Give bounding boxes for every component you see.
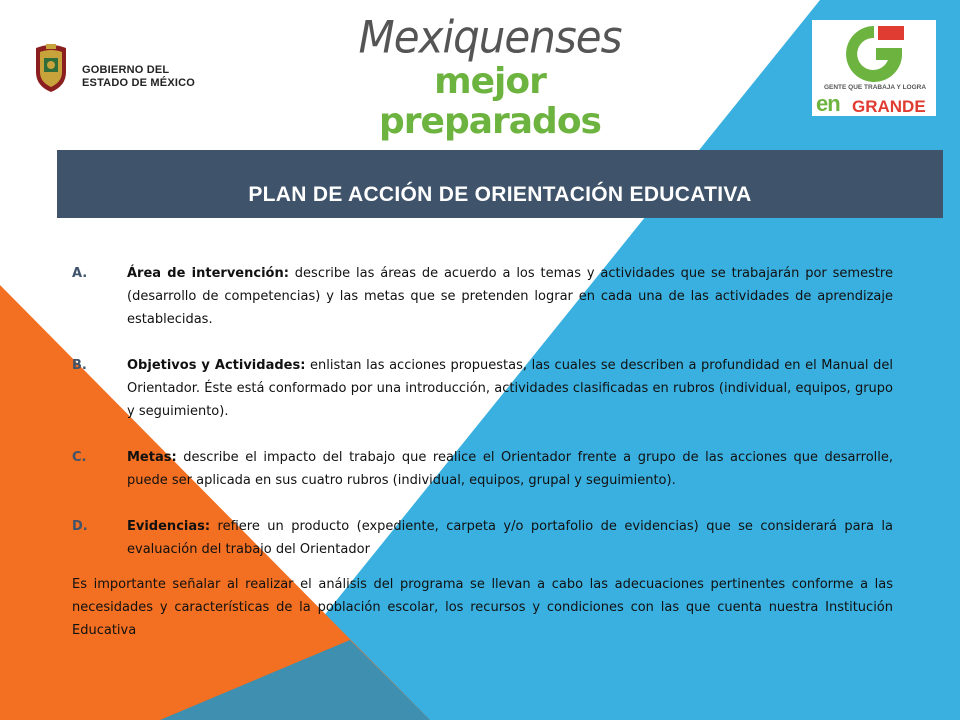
item-text: refiere un producto (expediente, carpeta y/o portafolio de evidencias) que se considerará para la evaluación del trabajo del Orientador	[127, 519, 893, 557]
page-title: PLAN DE ACCIÓN DE ORIENTACIÓN EDUCATIVA	[248, 183, 752, 206]
item-letter: C.	[72, 450, 87, 465]
item-text: describe el impacto del trabajo que realice el Orientador frente a grupo de las acciones que desarrolle, puede ser aplicada en sus cuatro rubros (individual, equipos, grupal y seguimiento).	[127, 450, 893, 488]
list-item	[72, 262, 893, 331]
campaign-logo	[812, 20, 936, 116]
state-seal-icon	[32, 42, 70, 94]
item-letter: D.	[72, 519, 88, 534]
item-letter: A.	[72, 266, 88, 281]
item-letter: B.	[72, 358, 87, 373]
item-term: Área de intervención:	[127, 266, 289, 281]
campaign-word-grande: GRANDE	[852, 97, 926, 116]
content-body	[72, 262, 893, 642]
g-letter-icon	[812, 20, 936, 86]
title-bar	[57, 150, 943, 218]
slogan-logo	[320, 11, 660, 142]
list-item	[72, 354, 893, 423]
list-item	[72, 446, 893, 492]
item-text: describe las áreas de acuerdo a los temas y actividades que se trabajarán por semestre (desarrollo de competencias) y las metas que se pretenden lograr en cada una de las actividades de aprendizaje establecidas.	[127, 266, 893, 327]
government-line2: ESTADO DE MÉXICO	[82, 77, 196, 89]
item-term: Objetivos y Actividades:	[127, 358, 306, 373]
government-logo	[32, 42, 212, 98]
campaign-tagline: GENTE QUE TRABAJA Y LOGRA	[823, 84, 927, 91]
item-term: Metas:	[127, 450, 177, 465]
slogan-line1: Mexiquenses	[358, 11, 622, 64]
campaign-word-en: en	[816, 91, 840, 116]
closing-paragraph: Es importante señalar al realizar el análisis del programa se llevan a cabo las adecuaciones pertinentes conforme a las necesidades y características de la población escolar, los recursos y condiciones con las que cuenta nuestra Institución Educativa	[72, 577, 893, 638]
item-term: Evidencias:	[127, 519, 211, 534]
slogan-line2: mejor preparados	[379, 61, 601, 142]
government-line1: GOBIERNO DEL	[82, 64, 170, 76]
list-item	[72, 515, 893, 561]
item-text: enlistan las acciones propuestas, las cuales se describen a profundidad en el Manual del Orientador. Éste está conformado por una introducción, actividades clasificadas en rubros (individual, equipos, grupo y seguimiento).	[127, 358, 893, 419]
government-name	[82, 64, 195, 90]
